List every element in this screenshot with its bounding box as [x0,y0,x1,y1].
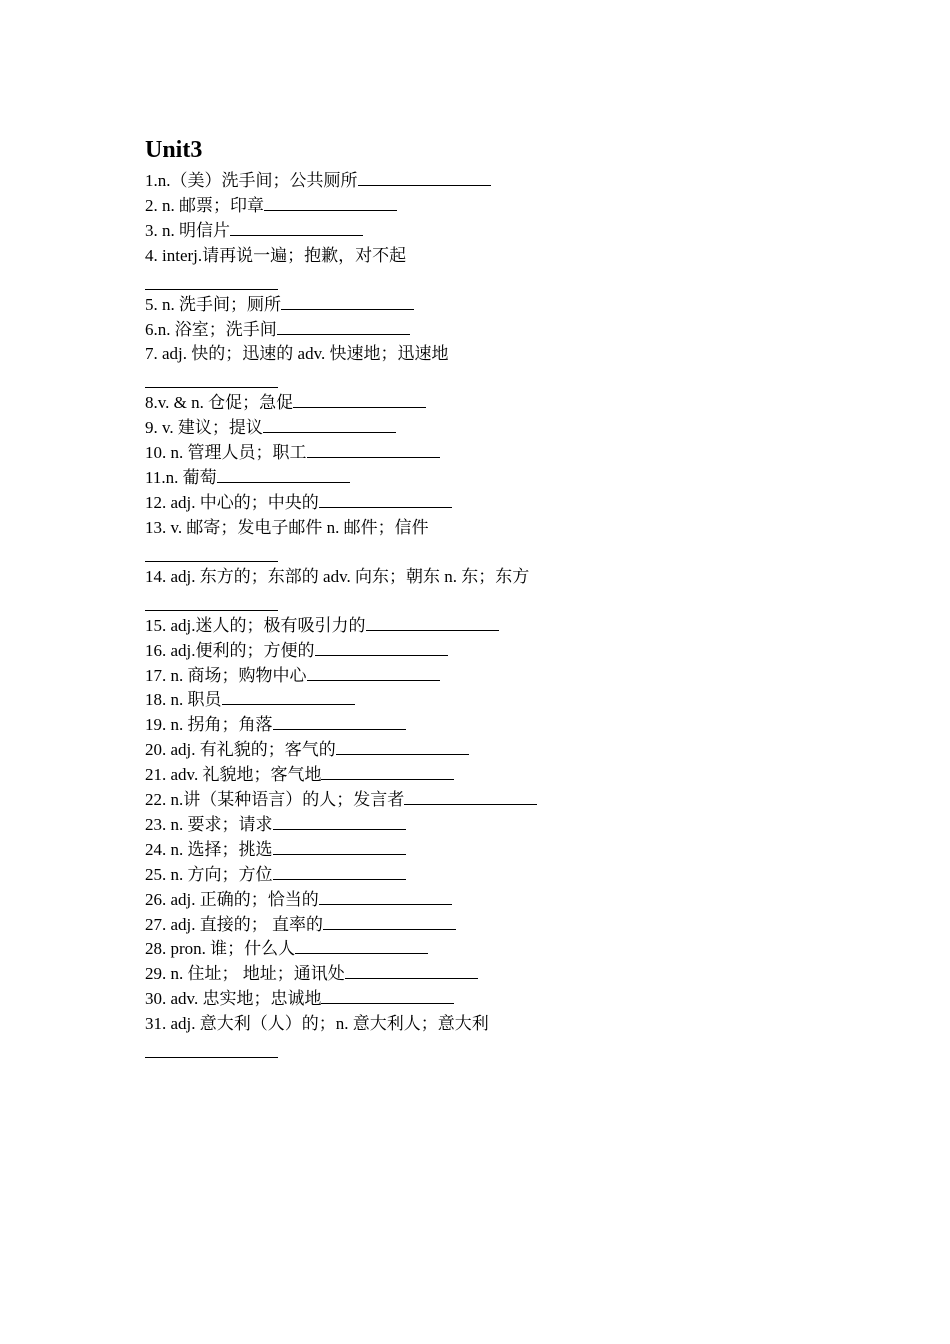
answer-blank[interactable] [145,267,278,290]
vocab-definition: 15. adj.迷人的；极有吸引力的 [145,615,366,635]
vocab-item [145,516,665,562]
vocab-definition: 21. adv. 礼貌地；客气地 [145,765,322,785]
vocab-item [145,441,665,466]
answer-blank[interactable] [307,664,440,681]
vocab-definition: 30. adv. 忠实地；忠诚地 [145,989,322,1009]
vocab-definition: 16. adj.便利的；方便的 [145,640,315,660]
document-page [145,135,665,1061]
answer-blank[interactable] [293,391,426,408]
answer-blank[interactable] [358,169,491,186]
vocab-item [145,838,665,863]
answer-blank[interactable] [273,863,406,880]
answer-blank[interactable] [319,491,452,508]
vocab-item [145,391,665,416]
answer-blank[interactable] [217,466,350,483]
answer-blank[interactable] [307,441,440,458]
vocab-definition: 8.v. & n. 仓促；急促 [145,393,294,413]
vocab-definition: 14. adj. 东方的；东部的 adv. 向东；朝东 n. 东；东方 [145,566,530,586]
answer-blank[interactable] [222,688,355,705]
vocab-item [145,491,665,516]
vocab-item [145,688,665,713]
answer-blank[interactable] [230,219,363,236]
answer-blank[interactable] [263,416,396,433]
answer-blank[interactable] [145,1035,278,1058]
vocab-item [145,194,665,219]
vocab-item [145,318,665,343]
vocab-item [145,244,665,290]
vocab-definition: 18. n. 职员 [145,690,222,710]
answer-blank[interactable] [145,539,278,562]
vocab-definition: 2. n. 邮票；印章 [145,195,264,215]
vocabulary-list [145,169,665,1058]
answer-blank[interactable] [315,639,448,656]
vocab-definition: 9. v. 建议；提议 [145,418,263,438]
vocab-definition: 6.n. 浴室；洗手间 [145,319,277,339]
vocab-item [145,987,665,1012]
answer-blank[interactable] [404,788,537,805]
vocab-item [145,416,665,441]
vocab-item [145,639,665,664]
vocab-definition: 24. n. 选择；挑选 [145,839,273,859]
vocab-definition: 20. adj. 有礼貌的；客气的 [145,740,336,760]
vocab-item [145,863,665,888]
vocab-definition: 22. n.讲（某种语言）的人；发言者 [145,790,405,810]
vocab-definition: 31. adj. 意大利（人）的；n. 意大利人；意大利 [145,1014,489,1034]
vocab-item [145,913,665,938]
answer-blank[interactable] [366,614,499,631]
vocab-item [145,614,665,639]
vocab-item [145,763,665,788]
vocab-definition: 13. v. 邮寄；发电子邮件 n. 邮件；信件 [145,517,429,537]
vocab-item [145,169,665,194]
answer-blank[interactable] [264,194,397,211]
vocab-definition: 12. adj. 中心的；中央的 [145,492,319,512]
vocab-definition: 17. n. 商场；购物中心 [145,665,307,685]
unit-title: Unit3 [145,137,203,163]
answer-blank[interactable] [145,365,278,388]
vocab-item [145,293,665,318]
answer-blank[interactable] [273,838,406,855]
vocab-definition: 10. n. 管理人员；职工 [145,443,307,463]
answer-blank[interactable] [323,913,456,930]
vocab-definition: 29. n. 住址； 地址；通讯处 [145,964,345,984]
answer-blank[interactable] [336,738,469,755]
answer-blank[interactable] [273,813,406,830]
vocab-item [145,813,665,838]
answer-blank[interactable] [319,888,452,905]
answer-blank[interactable] [345,962,478,979]
vocab-definition: 7. adj. 快的；迅速的 adv. 快速地；迅速地 [145,344,449,364]
vocab-definition: 19. n. 拐角；角落 [145,715,273,735]
vocab-item [145,937,665,962]
vocab-definition: 1.n.（美）洗手间；公共厕所 [145,171,358,190]
vocab-item [145,788,665,813]
vocab-item [145,342,665,388]
vocab-item [145,219,665,244]
vocab-definition: 28. pron. 谁；什么人 [145,939,296,959]
vocab-item [145,738,665,763]
answer-blank[interactable] [321,763,454,780]
answer-blank[interactable] [277,318,410,335]
answer-blank[interactable] [321,987,454,1004]
answer-blank[interactable] [295,937,428,954]
vocab-definition: 5. n. 洗手间；厕所 [145,294,281,314]
vocab-definition: 26. adj. 正确的；恰当的 [145,889,319,909]
vocab-item [145,466,665,491]
vocab-definition: 27. adj. 直接的； 直率的 [145,914,324,934]
answer-blank[interactable] [281,293,414,310]
vocab-definition: 11.n. 葡萄 [145,468,217,488]
vocab-item [145,962,665,987]
vocab-definition: 4. interj.请再说一遍；抱歉，对不起 [145,245,407,265]
answer-blank[interactable] [145,588,278,611]
vocab-definition: 3. n. 明信片 [145,220,230,240]
vocab-item [145,888,665,913]
vocab-item [145,565,665,611]
vocab-definition: 23. n. 要求；请求 [145,814,273,834]
answer-blank[interactable] [273,713,406,730]
vocab-item [145,1012,665,1058]
vocab-item [145,664,665,689]
vocab-item [145,713,665,738]
vocab-definition: 25. n. 方向；方位 [145,864,273,884]
